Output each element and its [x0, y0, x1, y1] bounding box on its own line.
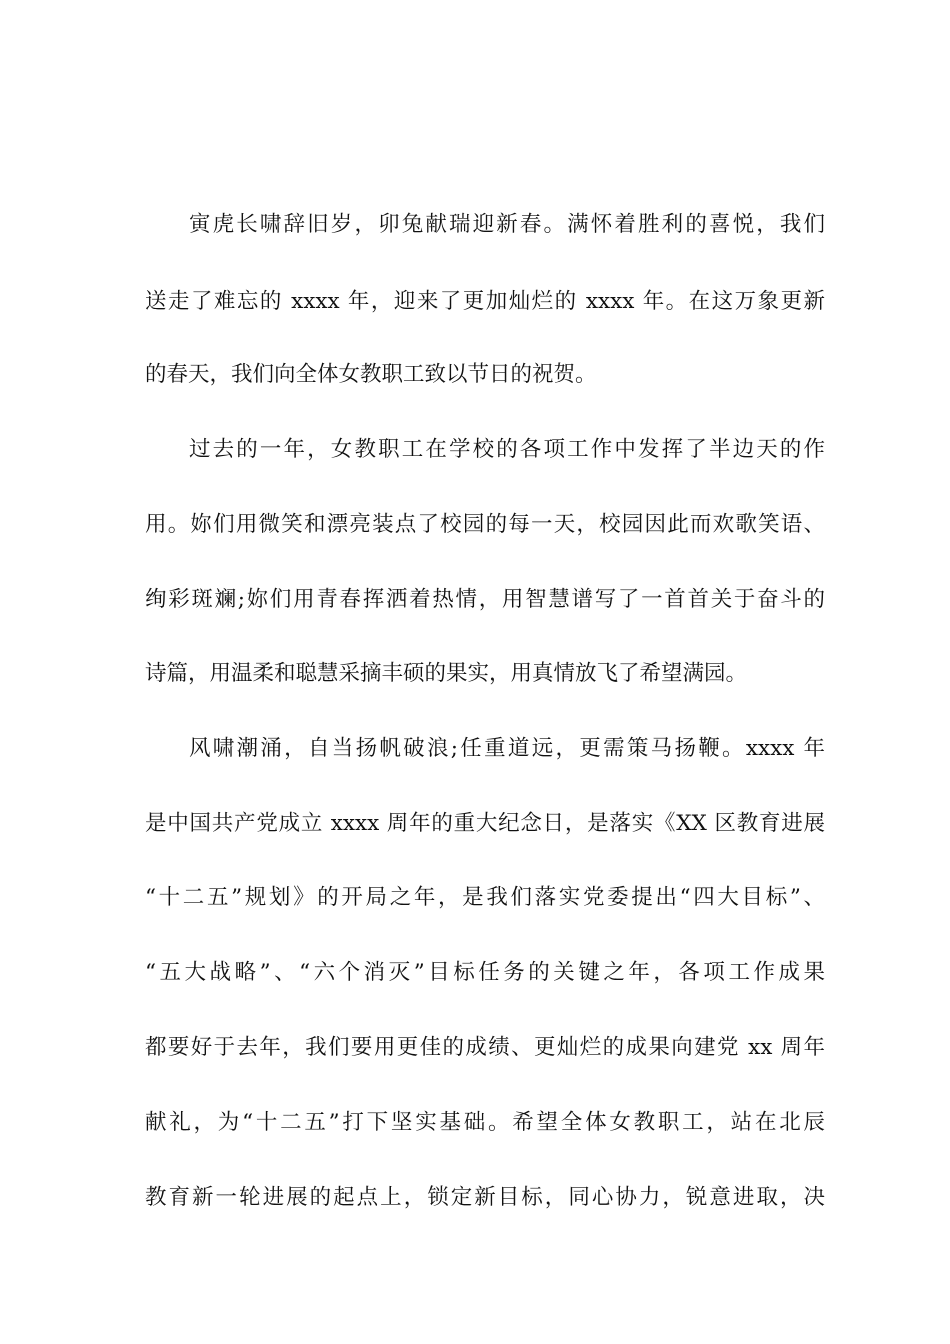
paragraph-1-line-3: 的春天，我们向全体女教职工致以节日的祝贺。 [145, 362, 597, 387]
paragraph-1-line-1: 寅虎长啸辞旧岁，卯兔献瑞迎新春。满怀着胜利的喜悦，我们 [189, 212, 825, 237]
paragraph-2-line-1: 过去的一年，女教职工在学校的各项工作中发挥了半边天的作 [189, 437, 825, 462]
paragraph-3-line-7: 教育新一轮进展的起点上，锁定新目标，同心协力，锐意进取，决 [145, 1185, 825, 1210]
paragraph-3-line-6: 献礼，为“十二五”打下坚实基础。希望全体女教职工，站在北辰 [145, 1110, 825, 1135]
paragraph-1-line-2: 送走了难忘的 xxxx 年，迎来了更加灿烂的 xxxx 年。在这万象更新 [145, 289, 825, 314]
paragraph-3-line-3: “十二五”规划》的开局之年，是我们落实党委提出“四大目标”、 [145, 885, 825, 910]
paragraph-3-line-1: 风啸潮涌，自当扬帆破浪;任重道远，更需策马扬鞭。xxxx 年 [189, 736, 825, 761]
paragraph-3-line-2: 是中国共产党成立 xxxx 周年的重大纪念日，是落实《XX 区教育进展 [145, 811, 825, 836]
paragraph-2-line-2: 用。妳们用微笑和漂亮装点了校园的每一天，校园因此而欢歌笑语、 [145, 512, 825, 537]
paragraph-3-line-5: 都要好于去年，我们要用更佳的成绩、更灿烂的成果向建党 xx 周年 [145, 1035, 825, 1060]
paragraph-2-line-4: 诗篇，用温柔和聪慧采摘丰硕的果实，用真情放飞了希望满园。 [145, 661, 748, 686]
paragraph-3-line-4: “五大战略”、“六个消灭”目标任务的关键之年，各项工作成果 [145, 960, 825, 985]
paragraph-2-line-3: 绚彩斑斓;妳们用青春挥洒着热情，用智慧谱写了一首首关于奋斗的 [145, 587, 825, 612]
